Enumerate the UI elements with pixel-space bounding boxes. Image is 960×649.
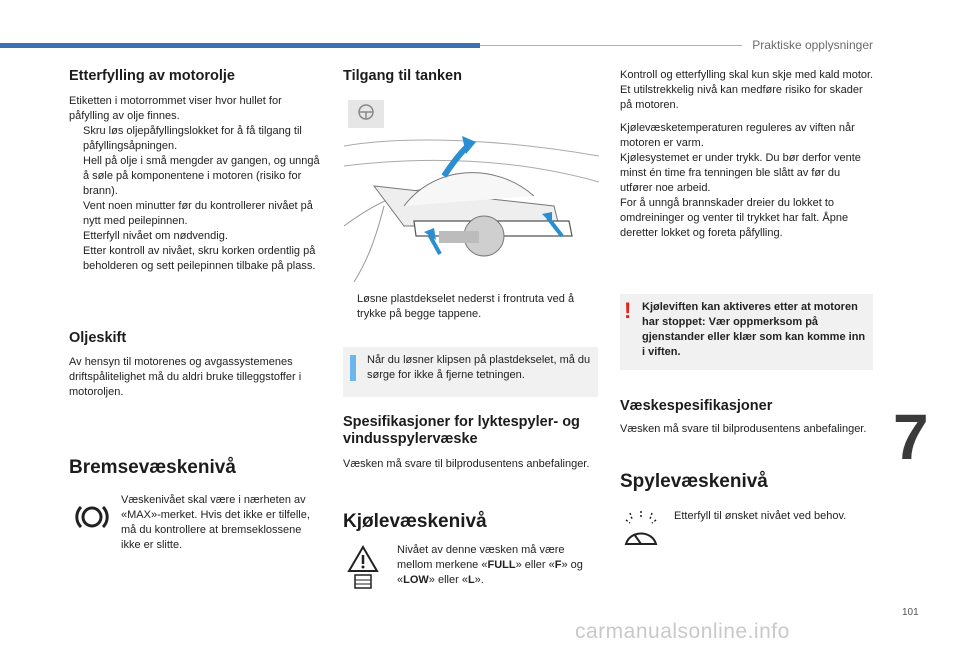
list-item: Løsne plastdekselet nederst i frontruta ved å trykke på begge tappene. — [357, 293, 575, 320]
brake-title: Bremsevæskenivå — [69, 457, 236, 478]
brake-section — [69, 457, 324, 478]
washer-spec-section — [343, 414, 598, 472]
fluid-spec-title: Væskespesifikasjoner — [620, 398, 773, 414]
info-icon — [350, 355, 356, 381]
washer-text: Etterfyll til ønsket nivået ved behov. — [674, 510, 847, 522]
warning-text: Kjøleviften kan aktiveres etter at motoren har stoppet: Vær oppmerksom på gjenstander eller klær som kan komme inn i viften. — [642, 301, 866, 358]
left-column — [69, 68, 324, 274]
info-note-text: Når du løsner klipsen på plastdekselet, må du sørge for ikke å fjerne tetningen. — [367, 354, 591, 381]
section-title: Praktiske opplysninger — [752, 38, 873, 52]
washer-fluid-icon — [622, 510, 660, 557]
right-column — [620, 68, 875, 241]
coolant-level-icon — [347, 545, 379, 596]
coolant-text: Nivået av denne væsken må være mellom merkene «FULL» eller «F» og «LOW» eller «L». — [397, 544, 583, 586]
list-item: Vent noen minutter før du kontrollerer nivået på nytt med peilepinnen. — [83, 200, 313, 227]
warning-note — [620, 294, 873, 370]
tank-title: Tilgang til tanken — [343, 68, 462, 84]
list-item: Etterfyll nivået om nødvendig. — [83, 230, 228, 242]
warning-icon: ! — [624, 298, 632, 323]
paragraph: For å unngå brannskader dreier du lokket to omdreininger og venter til trykket har falt. Åpne deretter lokket og foreta påfylling. — [620, 197, 849, 239]
paragraph: Et utilstrekkelig nivå kan medføre risiko for skader på motoren. — [620, 84, 863, 111]
oil-change-text: Av hensyn til motorenes og avgassystemenes driftspålitelighet må du aldri bruke tilleggstoffer i motoroljen. — [69, 356, 302, 398]
fluid-spec-text: Væsken må svare til bilprodusentens anbefalinger. — [620, 423, 867, 435]
chapter-number: 7 — [893, 401, 929, 473]
list-item: Hell på olje i små mengder av gangen, og unngå å søle på komponentene i motoren (risiko for brann). — [83, 155, 320, 197]
watermark: carmanualsonline.info — [575, 620, 790, 643]
washer-title: Spylevæskenivå — [620, 471, 768, 492]
washer-spec-title: Spesifikasjoner for lyktespyler- og vindusspylervæske — [343, 414, 580, 447]
oil-refill-title: Etterfylling av motorolje — [69, 68, 235, 84]
tank-steps — [343, 292, 598, 322]
washer-section — [620, 471, 875, 492]
oil-change-section — [69, 330, 324, 400]
info-note — [343, 347, 598, 397]
list-item: Etter kontroll av nivået, skru korken ordentlig på beholderen og sett peilepinnen tilbake på plass. — [83, 245, 316, 272]
brake-text: Væskenivået skal være i nærheten av «MAX»-merket. Hvis det ikke er tilfelle, må du kontrollere at bremseklossene ikke er slitte. — [121, 494, 310, 551]
paragraph: Kjølesystemet er under trykk. Du bør derfor vente minst én time fra tenningen ble slått av før du utfører noe arbeid. — [620, 152, 861, 194]
fluid-spec-section — [620, 398, 875, 437]
coolant-section — [343, 511, 598, 532]
tank-section — [343, 68, 598, 85]
page-number: 101 — [902, 607, 919, 618]
oil-steps-list — [69, 124, 324, 274]
oil-change-title: Oljeskift — [69, 330, 127, 346]
paragraph: Kjølevæsketemperaturen reguleres av viften når motoren er varm. — [620, 122, 855, 149]
brake-warning-icon — [75, 502, 109, 537]
coolant-title: Kjølevæskenivå — [343, 511, 487, 532]
washer-spec-text: Væsken må svare til bilprodusentens anbefalinger. — [343, 458, 590, 470]
paragraph: Kontroll og etterfylling skal kun skje med kald motor. — [620, 69, 874, 81]
header-accent-bar — [0, 43, 480, 48]
list-item: Skru løs oljepåfyllingslokket for å få tilgang til påfyllingsåpningen. — [83, 125, 302, 152]
illustration-plastic-cover — [344, 96, 599, 287]
header-rule — [480, 45, 742, 46]
oil-intro: Etiketten i motorrommet viser hvor hullet for påfylling av olje finnes. — [69, 95, 282, 122]
